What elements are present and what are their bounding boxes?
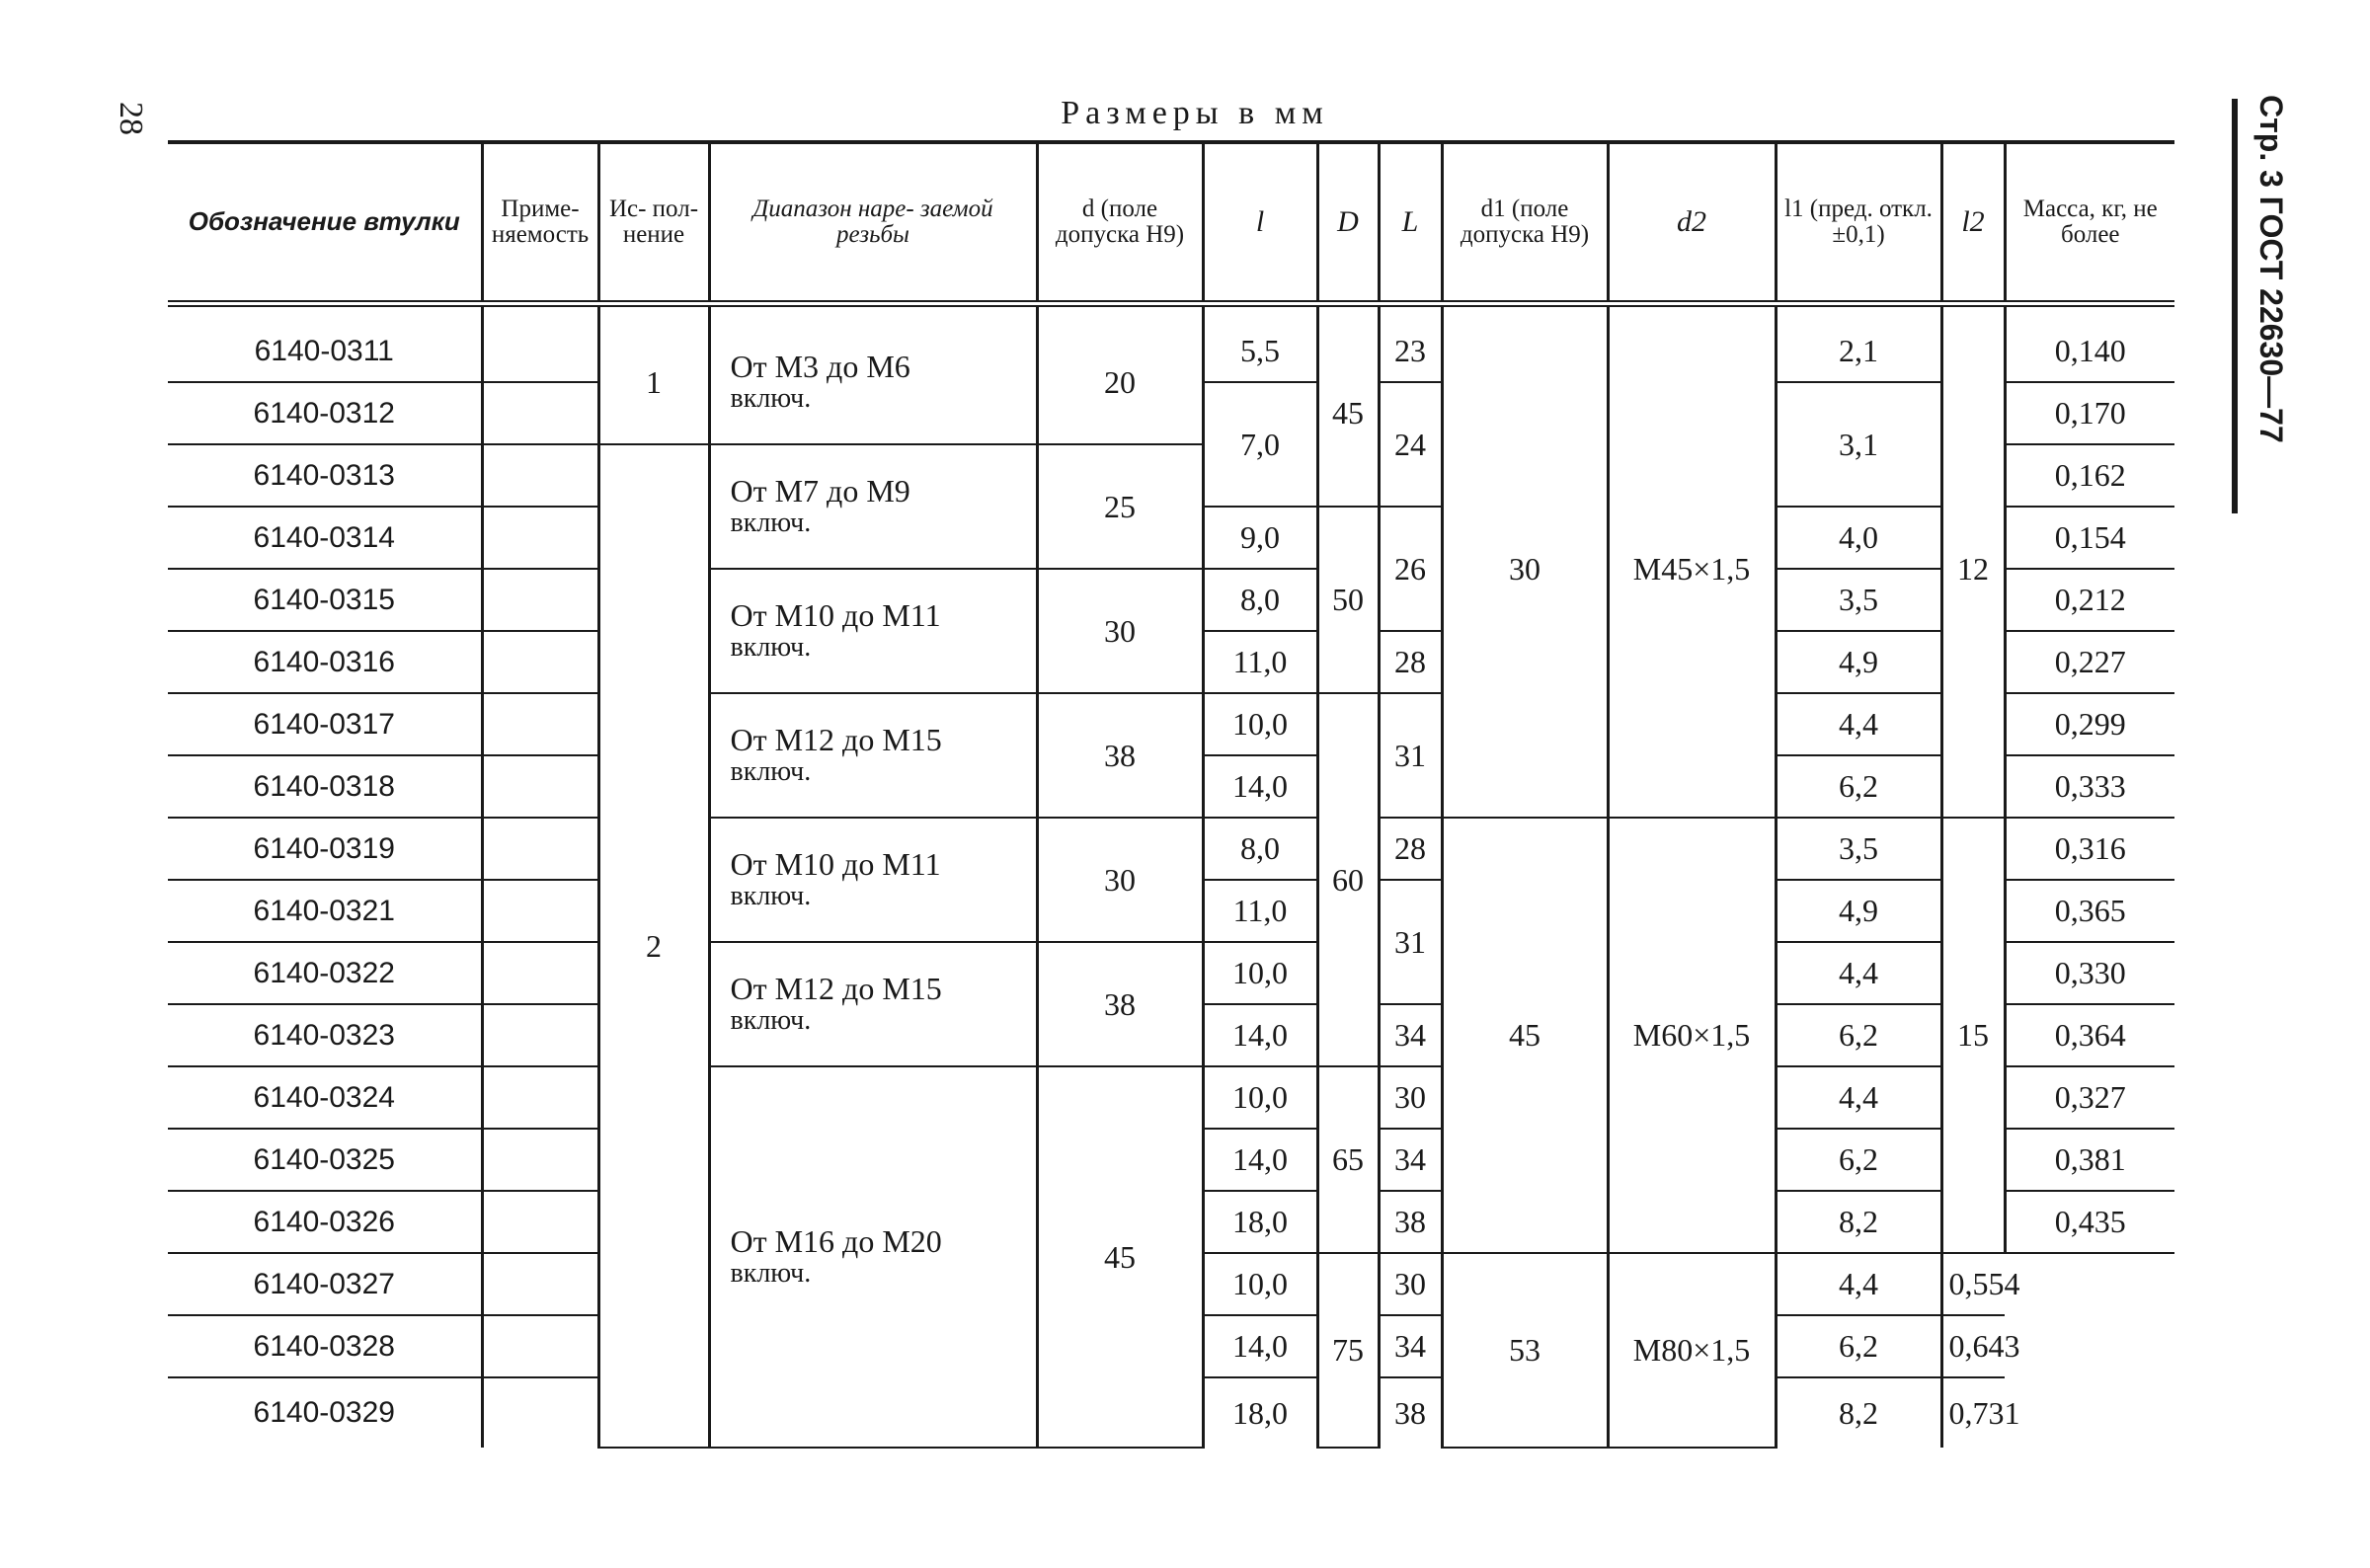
- cell-l: 11,0: [1203, 631, 1317, 693]
- thread-range-incl: включ.: [730, 632, 812, 664]
- cell-l: 8,0: [1203, 569, 1317, 631]
- cell-l1: 8,2: [1776, 1377, 1941, 1448]
- table-row: [168, 321, 2174, 382]
- cell-l2: 12: [1941, 321, 2005, 818]
- table-row: [168, 569, 2174, 631]
- cell-l: 18,0: [1203, 1191, 1317, 1253]
- cell-l: 11,0: [1203, 880, 1317, 942]
- cell-applicability: [482, 321, 598, 382]
- cell-d: 38: [1037, 693, 1203, 818]
- cell-designation: 6140-0317: [168, 693, 482, 755]
- cell-l: 7,0: [1203, 382, 1317, 507]
- cell-designation: 6140-0321: [168, 880, 482, 942]
- cell-designation: 6140-0315: [168, 569, 482, 631]
- cell-thread-range: [709, 569, 1037, 693]
- thread-range-from-to: От М16 до М20: [730, 1223, 942, 1259]
- cell-applicability: [482, 1066, 598, 1129]
- cell-D: 75: [1317, 1253, 1379, 1448]
- cell-applicability: [482, 755, 598, 818]
- cell-l: 14,0: [1203, 1315, 1317, 1377]
- cell-d1: 30: [1442, 321, 1608, 818]
- cell-L: 34: [1379, 1315, 1442, 1377]
- cell-designation: 6140-0323: [168, 1004, 482, 1066]
- cell-d: 38: [1037, 942, 1203, 1066]
- cell-designation: 6140-0312: [168, 382, 482, 444]
- thread-range-from-to: От М10 до М11: [730, 846, 941, 882]
- cell-l1: 4,9: [1776, 880, 1941, 942]
- cell-applicability: [482, 693, 598, 755]
- cell-designation: 6140-0326: [168, 1191, 482, 1253]
- thread-range-incl: включ.: [730, 756, 812, 788]
- cell-mass: 0,299: [2005, 693, 2174, 755]
- cell-L: 31: [1379, 880, 1442, 1004]
- cell-L: 24: [1379, 382, 1442, 507]
- thread-range-incl: включ.: [730, 383, 812, 415]
- cell-designation: 6140-0328: [168, 1315, 482, 1377]
- cell-l: 10,0: [1203, 1253, 1317, 1315]
- header-D: D: [1317, 144, 1379, 304]
- cell-mass: 0,162: [2005, 444, 2174, 507]
- cell-thread-range: [709, 321, 1037, 444]
- cell-applicability: [482, 1377, 598, 1448]
- thread-range-incl: включ.: [730, 508, 812, 539]
- cell-applicability: [482, 1315, 598, 1377]
- thread-range-from-to: От М12 до М15: [730, 722, 942, 757]
- header-l: l: [1203, 144, 1317, 304]
- header-L: L: [1379, 144, 1442, 304]
- cell-mass: 0,364: [2005, 1004, 2174, 1066]
- header-l1: l1 (пред. откл. ±0,1): [1776, 144, 1941, 304]
- cell-thread-range: [709, 693, 1037, 818]
- cell-mass: 0,227: [2005, 631, 2174, 693]
- cell-applicability: [482, 880, 598, 942]
- cell-version: 1: [598, 321, 709, 444]
- cell-L: 30: [1379, 1253, 1442, 1315]
- cell-l1: 4,9: [1776, 631, 1941, 693]
- cell-l: 14,0: [1203, 1004, 1317, 1066]
- cell-designation: 6140-0325: [168, 1129, 482, 1191]
- side-header-bar: [2232, 99, 2238, 513]
- cell-applicability: [482, 818, 598, 880]
- table-row: [168, 942, 2174, 1004]
- cell-mass: 0,381: [2005, 1129, 2174, 1191]
- cell-mass: 0,643: [1941, 1315, 2005, 1377]
- thread-range-from-to: От М10 до М11: [730, 597, 941, 633]
- cell-designation: 6140-0313: [168, 444, 482, 507]
- cell-D: 45: [1317, 321, 1379, 507]
- bushing-dimensions-table: [168, 144, 2174, 1449]
- cell-l: 10,0: [1203, 693, 1317, 755]
- header-l2: l2: [1941, 144, 2005, 304]
- page-number: 28: [113, 102, 149, 135]
- cell-d: 30: [1037, 569, 1203, 693]
- thread-range-incl: включ.: [730, 1005, 812, 1037]
- cell-l1: 8,2: [1776, 1191, 1941, 1253]
- cell-L: 38: [1379, 1377, 1442, 1448]
- cell-l1: 6,2: [1776, 1315, 1941, 1377]
- spacer-row: [168, 304, 2174, 322]
- cell-thread-range: [709, 942, 1037, 1066]
- cell-d1: 45: [1442, 818, 1608, 1253]
- side-header: [2248, 95, 2295, 519]
- cell-l1: 6,2: [1776, 1004, 1941, 1066]
- cell-applicability: [482, 507, 598, 569]
- cell-D: 65: [1317, 1066, 1379, 1253]
- header-designation: Обозначение втулки: [188, 206, 460, 237]
- cell-l: 18,0: [1203, 1377, 1317, 1448]
- cell-L: 28: [1379, 818, 1442, 880]
- cell-applicability: [482, 942, 598, 1004]
- cell-designation: 6140-0311: [168, 321, 482, 382]
- header-version: Ис- пол- нение: [598, 144, 709, 304]
- header-d1: d1 (поле допуска H9): [1442, 144, 1608, 304]
- cell-designation: 6140-0314: [168, 507, 482, 569]
- cell-mass: 0,316: [2005, 818, 2174, 880]
- cell-d: 25: [1037, 444, 1203, 569]
- cell-l1: 3,1: [1776, 382, 1941, 507]
- cell-thread-range: [709, 444, 1037, 569]
- units-caption: Размеры в мм: [1061, 95, 1329, 131]
- header-d: d (поле допуска H9): [1037, 144, 1203, 304]
- cell-designation: 6140-0319: [168, 818, 482, 880]
- cell-D: 50: [1317, 507, 1379, 693]
- cell-d: 45: [1037, 1066, 1203, 1448]
- cell-mass: 0,435: [2005, 1191, 2174, 1253]
- cell-l: 8,0: [1203, 818, 1317, 880]
- cell-d2: М60×1,5: [1608, 818, 1776, 1253]
- cell-l1: 4,4: [1776, 942, 1941, 1004]
- cell-d1: 53: [1442, 1253, 1608, 1448]
- cell-mass: 0,554: [1941, 1253, 2005, 1315]
- cell-mass: 0,731: [1941, 1377, 2005, 1448]
- cell-mass: 0,330: [2005, 942, 2174, 1004]
- cell-mass: 0,154: [2005, 507, 2174, 569]
- cell-l1: 6,2: [1776, 1129, 1941, 1191]
- cell-version: 2: [598, 444, 709, 1448]
- cell-designation: 6140-0329: [253, 1396, 395, 1429]
- side-header-text: Стр. 3 ГОСТ 22630—77: [2253, 95, 2289, 443]
- cell-l1: 4,0: [1776, 507, 1941, 569]
- cell-mass: 0,212: [2005, 569, 2174, 631]
- cell-l: 10,0: [1203, 942, 1317, 1004]
- cell-l1: 2,1: [1776, 321, 1941, 382]
- cell-applicability: [482, 631, 598, 693]
- thread-range-from-to: От М7 до М9: [730, 473, 910, 509]
- thread-range-from-to: От М12 до М15: [730, 971, 942, 1006]
- cell-mass: 0,140: [2005, 321, 2174, 382]
- cell-L: 30: [1379, 1066, 1442, 1129]
- cell-L: 34: [1379, 1129, 1442, 1191]
- cell-designation: 6140-0316: [168, 631, 482, 693]
- cell-thread-range: [709, 1066, 1037, 1448]
- cell-l1: 3,5: [1776, 818, 1941, 880]
- cell-designation: 6140-0324: [168, 1066, 482, 1129]
- cell-designation: 6140-0322: [168, 942, 482, 1004]
- cell-L: 34: [1379, 1004, 1442, 1066]
- cell-applicability: [482, 444, 598, 507]
- cell-designation: 6140-0327: [168, 1253, 482, 1315]
- cell-l: 14,0: [1203, 1129, 1317, 1191]
- cell-mass: 0,327: [2005, 1066, 2174, 1129]
- table-header-row: [168, 144, 2174, 304]
- cell-d2: М45×1,5: [1608, 321, 1776, 818]
- cell-D: 60: [1317, 693, 1379, 1066]
- header-d2: d2: [1608, 144, 1776, 304]
- cell-l1: 4,4: [1776, 1253, 1941, 1315]
- thread-range-from-to: От М3 до М6: [730, 349, 910, 384]
- cell-L: 38: [1379, 1191, 1442, 1253]
- cell-applicability: [482, 382, 598, 444]
- cell-d: 30: [1037, 818, 1203, 942]
- header-mass: Масса, кг, не более: [2005, 144, 2174, 304]
- cell-l: 10,0: [1203, 1066, 1317, 1129]
- cell-applicability: [482, 1004, 598, 1066]
- cell-thread-range: [709, 818, 1037, 942]
- cell-d: 20: [1037, 321, 1203, 444]
- cell-l1: 3,5: [1776, 569, 1941, 631]
- cell-mass: 0,333: [2005, 755, 2174, 818]
- cell-l1: 4,4: [1776, 693, 1941, 755]
- thread-range-incl: включ.: [730, 881, 812, 912]
- cell-l1: 6,2: [1776, 755, 1941, 818]
- header-thread-range: Диапазон наре- заемой резьбы: [709, 144, 1037, 304]
- header-applicability: Приме- няемость: [482, 144, 598, 304]
- table-row: [168, 693, 2174, 755]
- cell-applicability: [482, 1129, 598, 1191]
- cell-L: 26: [1379, 507, 1442, 631]
- cell-d2: М80×1,5: [1608, 1253, 1776, 1448]
- cell-applicability: [482, 1191, 598, 1253]
- cell-mass: 0,365: [2005, 880, 2174, 942]
- thread-range-incl: включ.: [730, 1258, 812, 1290]
- cell-l1: 4,4: [1776, 1066, 1941, 1129]
- cell-L: 31: [1379, 693, 1442, 818]
- cell-L: 23: [1379, 321, 1442, 382]
- cell-L: 28: [1379, 631, 1442, 693]
- cell-l: 9,0: [1203, 507, 1317, 569]
- cell-l: 14,0: [1203, 755, 1317, 818]
- cell-applicability: [482, 1253, 598, 1315]
- table-row: [168, 818, 2174, 880]
- table-row: [168, 1066, 2174, 1129]
- cell-l: 5,5: [1203, 321, 1317, 382]
- cell-applicability: [482, 569, 598, 631]
- cell-designation: 6140-0318: [168, 755, 482, 818]
- cell-mass: 0,170: [2005, 382, 2174, 444]
- cell-l2: 15: [1941, 818, 2005, 1253]
